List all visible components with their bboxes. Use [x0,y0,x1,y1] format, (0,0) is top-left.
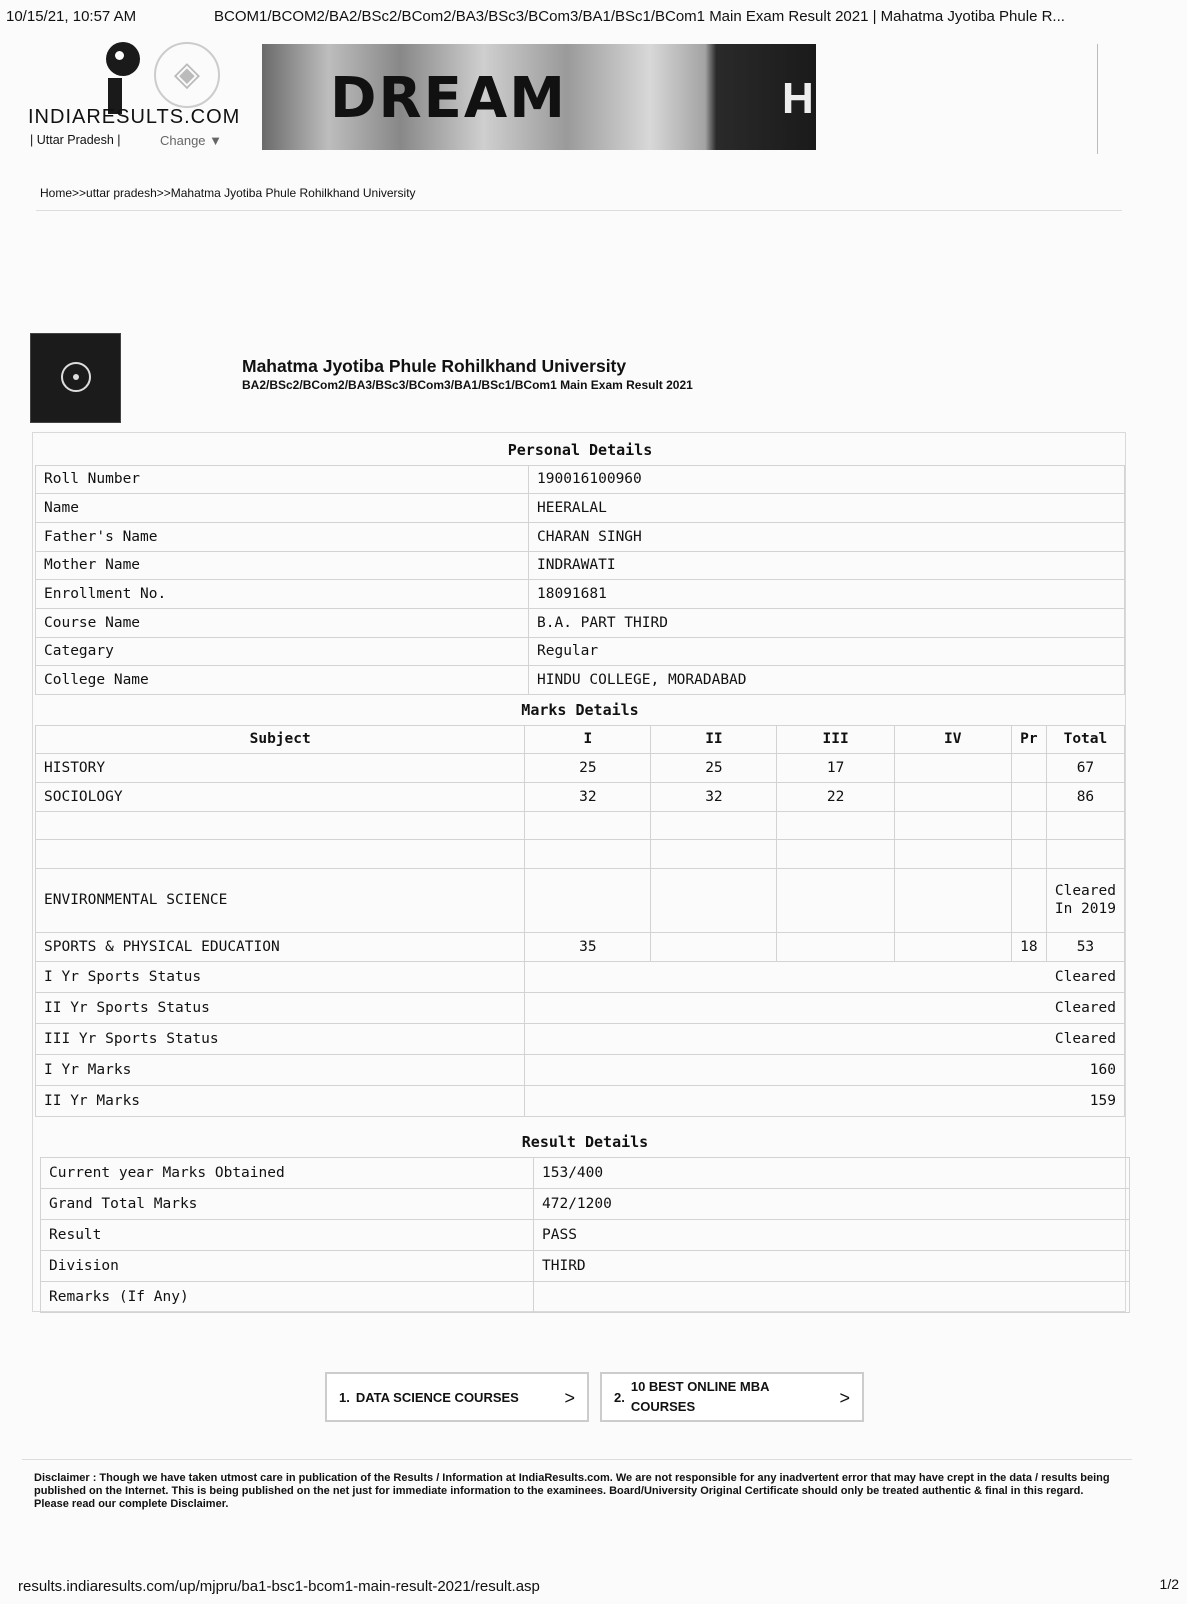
field-value: HINDU COLLEGE, MORADABAD [529,666,1125,695]
field-label: Roll Number [36,465,529,494]
marks-cell: 25 [651,754,777,783]
button-label-line: 10 BEST ONLINE MBA [630,1379,770,1394]
marks-cell [777,840,894,869]
table-header-row [36,725,1125,754]
section-heading: Result Details [521,1132,649,1151]
data-science-courses-button[interactable] [325,1372,589,1422]
marks-cell: 18 [1011,932,1046,961]
marks-cell [651,868,777,932]
disclaimer-link[interactable]: Disclaimer. [170,1498,229,1510]
marks-cell [651,932,777,961]
marks-cell [894,932,1011,961]
table-row [36,811,1125,840]
logo-text: INDIARESULTS.COM [28,106,241,128]
location-label: | Uttar Pradesh | [30,133,121,147]
exam-title: BA2/BSc2/BCom2/BA3/BSc3/BCom3/BA1/BSc1/BCom1 Main Exam Result 2021 [242,378,693,392]
table-row [36,782,1125,811]
change-location-link[interactable]: Change ▼ [160,133,223,148]
table-row [36,1085,1125,1116]
field-value: 18091681 [529,580,1125,609]
marks-cell: 32 [651,782,777,811]
field-label: Division [41,1250,534,1281]
print-page-title: BCOM1/BCOM2/BA2/BSc2/BCom2/BA3/BSc3/BCom3/BA1/BSc1/BCom1 Main Exam Result 2021 | Mahatma Jyotiba Phule R... [214,8,1065,25]
button-label [631,1377,770,1417]
field-label: Enrollment No. [36,580,529,609]
table-row [36,868,1125,932]
marks-cell [894,811,1011,840]
total-cell: 53 [1046,932,1124,961]
personal-details-table [35,435,1125,695]
marks-cell [894,868,1011,932]
marks-cell [1011,840,1046,869]
divider [36,210,1122,211]
column-header: I [525,725,651,754]
status-value: Cleared [525,1023,1125,1054]
total-cell: 86 [1046,782,1124,811]
marks-cell: 32 [525,782,651,811]
field-label: College Name [36,666,529,695]
marks-cell [1011,754,1046,783]
column-header: Total [1046,725,1124,754]
marks-cell [894,840,1011,869]
field-value: CHARAN SINGH [529,522,1125,551]
column-header: III [777,725,894,754]
marks-cell [777,932,894,961]
table-row [36,1054,1125,1085]
total-cell [1046,811,1124,840]
column-header: II [651,725,777,754]
table-row [36,522,1125,551]
button-label: DATA SCIENCE COURSES [355,1389,519,1405]
marks-cell [1011,811,1046,840]
status-label: I Yr Sports Status [36,961,525,992]
ad-banner[interactable] [262,44,816,150]
subject-cell: SPORTS & PHYSICAL EDUCATION [36,932,525,961]
field-value: 153/400 [534,1157,1130,1188]
wheel-icon [61,362,91,392]
field-value: HEERALAL [529,494,1125,523]
marks-cell [894,754,1011,783]
state-map-icon: ◈ [154,42,220,108]
table-row [36,840,1125,869]
field-label: Course Name [36,608,529,637]
chevron-right-icon: > [839,1388,850,1408]
subject-cell [36,840,525,869]
section-heading: Personal Details [507,440,653,459]
field-value: PASS [534,1219,1130,1250]
online-mba-courses-button[interactable] [600,1372,864,1422]
column-header: Pr [1011,725,1046,754]
field-value: 472/1200 [534,1188,1130,1219]
marks-cell: 35 [525,932,651,961]
marks-cell [1011,782,1046,811]
status-label: II Yr Marks [36,1085,525,1116]
marks-cell [525,868,651,932]
marks-cell: 25 [525,754,651,783]
status-value: Cleared [525,961,1125,992]
table-row [36,666,1125,695]
marks-cell [894,782,1011,811]
table-row [41,1281,1130,1312]
marks-cell [525,811,651,840]
field-label: Mother Name [36,551,529,580]
column-header: Subject [36,725,525,754]
field-label: Categary [36,637,529,666]
field-label: Remarks (If Any) [41,1281,534,1312]
marks-cell [777,868,894,932]
field-label: Grand Total Marks [41,1188,534,1219]
table-row [36,465,1125,494]
total-cell: Cleared In 2019 [1046,868,1124,932]
marks-cell [1011,868,1046,932]
subject-cell: ENVIRONMENTAL SCIENCE [36,868,525,932]
table-row [36,494,1125,523]
site-logo[interactable] [28,42,248,152]
table-row [36,580,1125,609]
status-label: I Yr Marks [36,1054,525,1085]
table-row [36,961,1125,992]
divider [1097,44,1098,154]
table-row [41,1219,1130,1250]
field-value [534,1281,1130,1312]
field-value: THIRD [534,1250,1130,1281]
column-header: IV [894,725,1011,754]
total-cell [1046,840,1124,869]
print-footer-url: results.indiaresults.com/up/mjpru/ba1-bsc1-bcom1-main-result-2021/result.asp [18,1578,540,1595]
table-row [36,551,1125,580]
button-label-line: COURSES [630,1399,696,1414]
total-cell: 67 [1046,754,1124,783]
chevron-right-icon: > [564,1388,575,1408]
status-label: II Yr Sports Status [36,992,525,1023]
university-emblem [30,333,121,423]
field-label: Father's Name [36,522,529,551]
status-value: Cleared [525,992,1125,1023]
marks-cell [525,840,651,869]
section-heading: Marks Details [521,700,639,719]
university-name: Mahatma Jyotiba Phule Rohilkhand University [242,356,627,376]
subject-cell [36,811,525,840]
subject-cell: HISTORY [36,754,525,783]
banner-right-text: H [782,74,814,123]
banner-text: DREAM [330,66,567,131]
marks-cell [777,811,894,840]
field-label: Result [41,1219,534,1250]
table-row [36,992,1125,1023]
field-label: Current year Marks Obtained [41,1157,534,1188]
table-row [41,1157,1130,1188]
table-row [41,1250,1130,1281]
marks-cell: 17 [777,754,894,783]
table-row [36,754,1125,783]
status-label: III Yr Sports Status [36,1023,525,1054]
marks-cell [651,811,777,840]
logo-mark-icon [106,42,140,76]
table-row [36,932,1125,961]
subject-cell: SOCIOLOGY [36,782,525,811]
table-row [41,1188,1130,1219]
result-details-table [40,1127,1130,1313]
field-label: Name [36,494,529,523]
field-value: Regular [529,637,1125,666]
button-number: 1. [339,1389,350,1405]
marks-cell [651,840,777,869]
field-value: B.A. PART THIRD [529,608,1125,637]
print-page-number: 1/2 [1159,1576,1179,1592]
marks-details-table [35,695,1125,1117]
status-value: 160 [525,1054,1125,1085]
field-value: 190016100960 [529,465,1125,494]
marks-cell: 22 [777,782,894,811]
table-row [36,637,1125,666]
table-row [36,608,1125,637]
breadcrumb[interactable]: Home>>uttar pradesh>>Mahatma Jyotiba Phule Rohilkhand University [40,186,416,200]
disclaimer [22,1459,1132,1511]
field-value: INDRAWATI [529,551,1125,580]
table-row [36,1023,1125,1054]
status-value: 159 [525,1085,1125,1116]
button-number: 2. [614,1389,625,1405]
disclaimer-text: Disclaimer : Though we have taken utmost care in publication of the Results / Information at IndiaResults.com. We are not responsible for any inadvertent error that may have crept in the data / results being published on the Internet. This is being published on the net just for immediate information to the examinees. Board/University Original Certificate should only be treated authentic & final in this regard. Please read our complete [34,1472,1110,1510]
print-datetime: 10/15/21, 10:57 AM [6,8,137,25]
